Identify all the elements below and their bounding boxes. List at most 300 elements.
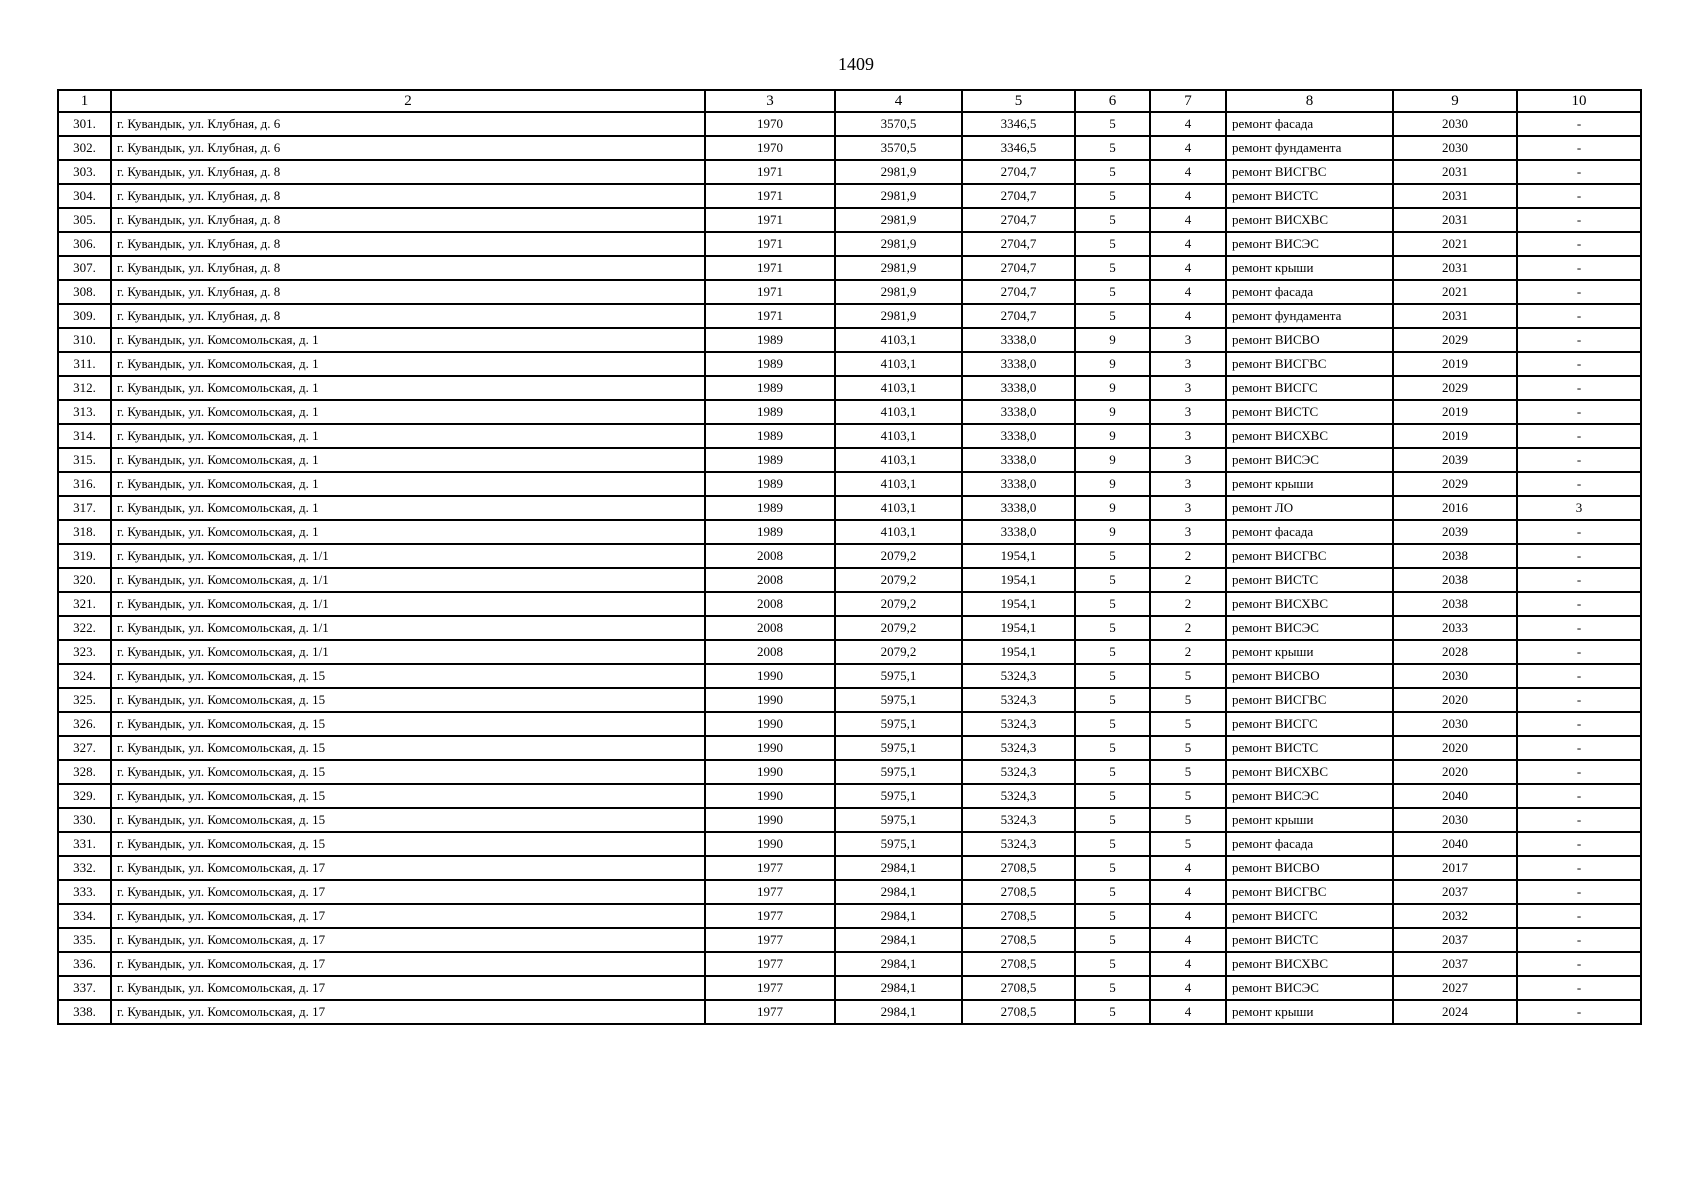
address-cell: г. Кувандык, ул. Комсомольская, д. 1 (111, 496, 705, 520)
table-row (58, 376, 1641, 400)
living-area-cell: 5324,3 (962, 808, 1075, 832)
year-built-cell: 1989 (705, 376, 835, 400)
address-cell: г. Кувандык, ул. Комсомольская, д. 17 (111, 976, 705, 1000)
entrances-cell: 5 (1150, 712, 1226, 736)
entrances-cell: 3 (1150, 424, 1226, 448)
planned-year-cell: 2027 (1393, 976, 1517, 1000)
floors-cell: 5 (1075, 736, 1150, 760)
work-type-cell: ремонт ВИСХВС (1226, 208, 1393, 232)
address-cell: г. Кувандык, ул. Комсомольская, д. 17 (111, 856, 705, 880)
floors-cell: 5 (1075, 568, 1150, 592)
cell-10-cell: - (1517, 712, 1641, 736)
table-row (58, 280, 1641, 304)
row-number-cell: 309. (58, 304, 111, 328)
table-row (58, 856, 1641, 880)
living-area-cell: 5324,3 (962, 736, 1075, 760)
work-type-cell: ремонт ВИСЭС (1226, 976, 1393, 1000)
address-cell: г. Кувандык, ул. Комсомольская, д. 1/1 (111, 616, 705, 640)
floors-cell: 5 (1075, 136, 1150, 160)
row-number-cell: 321. (58, 592, 111, 616)
address-cell: г. Кувандык, ул. Комсомольская, д. 15 (111, 760, 705, 784)
living-area-cell: 3338,0 (962, 472, 1075, 496)
table-row (58, 592, 1641, 616)
table-row (58, 520, 1641, 544)
table-row (58, 784, 1641, 808)
work-type-cell: ремонт ВИСВО (1226, 856, 1393, 880)
address-cell: г. Кувандык, ул. Клубная, д. 8 (111, 304, 705, 328)
year-built-cell: 1989 (705, 520, 835, 544)
floors-cell: 9 (1075, 376, 1150, 400)
address-cell: г. Кувандык, ул. Клубная, д. 8 (111, 208, 705, 232)
entrances-cell: 5 (1150, 808, 1226, 832)
entrances-cell: 4 (1150, 952, 1226, 976)
living-area-cell: 2708,5 (962, 976, 1075, 1000)
work-type-cell: ремонт ВИСТС (1226, 184, 1393, 208)
floors-cell: 5 (1075, 208, 1150, 232)
total-area-cell: 2984,1 (835, 880, 962, 904)
table-row (58, 424, 1641, 448)
year-built-cell: 1989 (705, 448, 835, 472)
year-built-cell: 1970 (705, 112, 835, 136)
column-header-8: 8 (1226, 90, 1393, 112)
entrances-cell: 4 (1150, 160, 1226, 184)
floors-cell: 5 (1075, 808, 1150, 832)
planned-year-cell: 2040 (1393, 832, 1517, 856)
cell-10-cell: - (1517, 952, 1641, 976)
table-row (58, 568, 1641, 592)
total-area-cell: 2079,2 (835, 544, 962, 568)
entrances-cell: 5 (1150, 832, 1226, 856)
entrances-cell: 2 (1150, 640, 1226, 664)
year-built-cell: 1971 (705, 208, 835, 232)
row-number-cell: 318. (58, 520, 111, 544)
planned-year-cell: 2021 (1393, 280, 1517, 304)
planned-year-cell: 2030 (1393, 664, 1517, 688)
year-built-cell: 2008 (705, 592, 835, 616)
living-area-cell: 1954,1 (962, 640, 1075, 664)
table-row (58, 184, 1641, 208)
table-row (58, 496, 1641, 520)
work-type-cell: ремонт фундамента (1226, 304, 1393, 328)
row-number-cell: 322. (58, 616, 111, 640)
year-built-cell: 1990 (705, 832, 835, 856)
living-area-cell: 3338,0 (962, 352, 1075, 376)
work-type-cell: ремонт ВИСГВС (1226, 688, 1393, 712)
living-area-cell: 2704,7 (962, 304, 1075, 328)
planned-year-cell: 2031 (1393, 256, 1517, 280)
planned-year-cell: 2038 (1393, 568, 1517, 592)
row-number-cell: 303. (58, 160, 111, 184)
total-area-cell: 2981,9 (835, 304, 962, 328)
living-area-cell: 2708,5 (962, 880, 1075, 904)
living-area-cell: 3338,0 (962, 496, 1075, 520)
living-area-cell: 3338,0 (962, 328, 1075, 352)
year-built-cell: 1990 (705, 808, 835, 832)
work-type-cell: ремонт ВИСГС (1226, 376, 1393, 400)
repair-schedule-table (57, 89, 1642, 1025)
address-cell: г. Кувандык, ул. Клубная, д. 8 (111, 184, 705, 208)
year-built-cell: 2008 (705, 616, 835, 640)
row-number-cell: 324. (58, 664, 111, 688)
table-row (58, 544, 1641, 568)
work-type-cell: ремонт ВИСХВС (1226, 424, 1393, 448)
column-header-7: 7 (1150, 90, 1226, 112)
work-type-cell: ремонт ВИСТС (1226, 400, 1393, 424)
year-built-cell: 1971 (705, 280, 835, 304)
row-number-cell: 327. (58, 736, 111, 760)
table-row (58, 952, 1641, 976)
cell-10-cell: - (1517, 592, 1641, 616)
year-built-cell: 1977 (705, 928, 835, 952)
work-type-cell: ремонт ВИСТС (1226, 736, 1393, 760)
total-area-cell: 5975,1 (835, 760, 962, 784)
row-number-cell: 338. (58, 1000, 111, 1024)
cell-10-cell: - (1517, 904, 1641, 928)
living-area-cell: 2708,5 (962, 1000, 1075, 1024)
entrances-cell: 3 (1150, 472, 1226, 496)
living-area-cell: 1954,1 (962, 544, 1075, 568)
cell-10-cell: - (1517, 832, 1641, 856)
cell-10-cell: - (1517, 424, 1641, 448)
row-number-cell: 337. (58, 976, 111, 1000)
work-type-cell: ремонт ВИСЭС (1226, 784, 1393, 808)
row-number-cell: 315. (58, 448, 111, 472)
address-cell: г. Кувандык, ул. Комсомольская, д. 17 (111, 1000, 705, 1024)
column-header-6: 6 (1075, 90, 1150, 112)
table-row (58, 712, 1641, 736)
total-area-cell: 5975,1 (835, 736, 962, 760)
table-row (58, 232, 1641, 256)
work-type-cell: ремонт крыши (1226, 256, 1393, 280)
table-row (58, 400, 1641, 424)
table-row (58, 160, 1641, 184)
entrances-cell: 5 (1150, 664, 1226, 688)
total-area-cell: 2079,2 (835, 592, 962, 616)
address-cell: г. Кувандык, ул. Комсомольская, д. 1 (111, 472, 705, 496)
entrances-cell: 4 (1150, 232, 1226, 256)
planned-year-cell: 2031 (1393, 160, 1517, 184)
floors-cell: 5 (1075, 904, 1150, 928)
work-type-cell: ремонт ВИСВО (1226, 664, 1393, 688)
table-row (58, 256, 1641, 280)
living-area-cell: 1954,1 (962, 568, 1075, 592)
row-number-cell: 314. (58, 424, 111, 448)
row-number-cell: 312. (58, 376, 111, 400)
row-number-cell: 325. (58, 688, 111, 712)
address-cell: г. Кувандык, ул. Комсомольская, д. 1 (111, 328, 705, 352)
total-area-cell: 2984,1 (835, 856, 962, 880)
address-cell: г. Кувандык, ул. Комсомольская, д. 1/1 (111, 640, 705, 664)
total-area-cell: 5975,1 (835, 664, 962, 688)
living-area-cell: 3338,0 (962, 400, 1075, 424)
planned-year-cell: 2039 (1393, 520, 1517, 544)
living-area-cell: 5324,3 (962, 688, 1075, 712)
table-row (58, 1000, 1641, 1024)
address-cell: г. Кувандык, ул. Комсомольская, д. 1/1 (111, 592, 705, 616)
floors-cell: 9 (1075, 352, 1150, 376)
cell-10-cell: - (1517, 136, 1641, 160)
work-type-cell: ремонт фундамента (1226, 136, 1393, 160)
year-built-cell: 1971 (705, 160, 835, 184)
cell-10-cell: - (1517, 520, 1641, 544)
address-cell: г. Кувандык, ул. Комсомольская, д. 15 (111, 784, 705, 808)
living-area-cell: 3338,0 (962, 376, 1075, 400)
entrances-cell: 4 (1150, 304, 1226, 328)
address-cell: г. Кувандык, ул. Комсомольская, д. 15 (111, 712, 705, 736)
row-number-cell: 333. (58, 880, 111, 904)
living-area-cell: 5324,3 (962, 664, 1075, 688)
entrances-cell: 3 (1150, 448, 1226, 472)
year-built-cell: 2008 (705, 544, 835, 568)
entrances-cell: 2 (1150, 616, 1226, 640)
year-built-cell: 1977 (705, 1000, 835, 1024)
planned-year-cell: 2030 (1393, 112, 1517, 136)
row-number-cell: 307. (58, 256, 111, 280)
cell-10-cell: - (1517, 784, 1641, 808)
address-cell: г. Кувандык, ул. Комсомольская, д. 15 (111, 736, 705, 760)
row-number-cell: 305. (58, 208, 111, 232)
entrances-cell: 5 (1150, 784, 1226, 808)
cell-10-cell: - (1517, 376, 1641, 400)
address-cell: г. Кувандык, ул. Клубная, д. 6 (111, 112, 705, 136)
entrances-cell: 4 (1150, 208, 1226, 232)
table-row (58, 832, 1641, 856)
floors-cell: 5 (1075, 112, 1150, 136)
table-row (58, 112, 1641, 136)
column-header-10: 10 (1517, 90, 1641, 112)
total-area-cell: 4103,1 (835, 400, 962, 424)
entrances-cell: 4 (1150, 136, 1226, 160)
entrances-cell: 4 (1150, 280, 1226, 304)
planned-year-cell: 2037 (1393, 928, 1517, 952)
floors-cell: 5 (1075, 952, 1150, 976)
planned-year-cell: 2037 (1393, 880, 1517, 904)
entrances-cell: 5 (1150, 736, 1226, 760)
cell-10-cell: - (1517, 184, 1641, 208)
floors-cell: 5 (1075, 976, 1150, 1000)
cell-10-cell: - (1517, 664, 1641, 688)
address-cell: г. Кувандык, ул. Комсомольская, д. 1 (111, 424, 705, 448)
planned-year-cell: 2020 (1393, 760, 1517, 784)
total-area-cell: 5975,1 (835, 832, 962, 856)
row-number-cell: 334. (58, 904, 111, 928)
table-row (58, 904, 1641, 928)
work-type-cell: ремонт ВИСГВС (1226, 544, 1393, 568)
address-cell: г. Кувандык, ул. Клубная, д. 8 (111, 280, 705, 304)
work-type-cell: ремонт ЛО (1226, 496, 1393, 520)
total-area-cell: 5975,1 (835, 808, 962, 832)
total-area-cell: 2981,9 (835, 208, 962, 232)
address-cell: г. Кувандык, ул. Клубная, д. 8 (111, 256, 705, 280)
year-built-cell: 1989 (705, 472, 835, 496)
total-area-cell: 3570,5 (835, 112, 962, 136)
work-type-cell: ремонт ВИСГВС (1226, 160, 1393, 184)
column-header-1: 1 (58, 90, 111, 112)
planned-year-cell: 2032 (1393, 904, 1517, 928)
year-built-cell: 1971 (705, 232, 835, 256)
planned-year-cell: 2030 (1393, 136, 1517, 160)
planned-year-cell: 2029 (1393, 328, 1517, 352)
living-area-cell: 3346,5 (962, 136, 1075, 160)
table-row (58, 664, 1641, 688)
year-built-cell: 1977 (705, 856, 835, 880)
cell-10-cell: - (1517, 400, 1641, 424)
table-row (58, 136, 1641, 160)
planned-year-cell: 2031 (1393, 208, 1517, 232)
table-row (58, 808, 1641, 832)
entrances-cell: 4 (1150, 880, 1226, 904)
column-header-2: 2 (111, 90, 705, 112)
total-area-cell: 2981,9 (835, 160, 962, 184)
floors-cell: 5 (1075, 592, 1150, 616)
cell-10-cell: - (1517, 928, 1641, 952)
address-cell: г. Кувандык, ул. Комсомольская, д. 1 (111, 400, 705, 424)
year-built-cell: 1971 (705, 256, 835, 280)
entrances-cell: 3 (1150, 400, 1226, 424)
row-number-cell: 313. (58, 400, 111, 424)
row-number-cell: 316. (58, 472, 111, 496)
cell-10-cell: - (1517, 808, 1641, 832)
floors-cell: 5 (1075, 928, 1150, 952)
floors-cell: 5 (1075, 688, 1150, 712)
year-built-cell: 1990 (705, 664, 835, 688)
living-area-cell: 5324,3 (962, 712, 1075, 736)
planned-year-cell: 2019 (1393, 400, 1517, 424)
work-type-cell: ремонт ВИСГВС (1226, 880, 1393, 904)
entrances-cell: 4 (1150, 112, 1226, 136)
table-row (58, 472, 1641, 496)
floors-cell: 5 (1075, 232, 1150, 256)
row-number-cell: 331. (58, 832, 111, 856)
floors-cell: 5 (1075, 784, 1150, 808)
entrances-cell: 4 (1150, 976, 1226, 1000)
column-header-4: 4 (835, 90, 962, 112)
cell-10-cell: - (1517, 760, 1641, 784)
planned-year-cell: 2020 (1393, 688, 1517, 712)
address-cell: г. Кувандык, ул. Клубная, д. 6 (111, 136, 705, 160)
floors-cell: 5 (1075, 256, 1150, 280)
total-area-cell: 4103,1 (835, 472, 962, 496)
row-number-cell: 332. (58, 856, 111, 880)
address-cell: г. Кувандык, ул. Комсомольская, д. 17 (111, 952, 705, 976)
living-area-cell: 2704,7 (962, 232, 1075, 256)
entrances-cell: 3 (1150, 352, 1226, 376)
cell-10-cell: - (1517, 160, 1641, 184)
planned-year-cell: 2029 (1393, 376, 1517, 400)
cell-10-cell: 3 (1517, 496, 1641, 520)
address-cell: г. Кувандык, ул. Комсомольская, д. 15 (111, 664, 705, 688)
total-area-cell: 2981,9 (835, 280, 962, 304)
year-built-cell: 1989 (705, 328, 835, 352)
cell-10-cell: - (1517, 736, 1641, 760)
work-type-cell: ремонт крыши (1226, 472, 1393, 496)
planned-year-cell: 2016 (1393, 496, 1517, 520)
column-header-3: 3 (705, 90, 835, 112)
work-type-cell: ремонт ВИСВО (1226, 328, 1393, 352)
total-area-cell: 2984,1 (835, 904, 962, 928)
entrances-cell: 3 (1150, 376, 1226, 400)
total-area-cell: 4103,1 (835, 328, 962, 352)
total-area-cell: 2981,9 (835, 256, 962, 280)
year-built-cell: 1990 (705, 688, 835, 712)
year-built-cell: 1990 (705, 712, 835, 736)
living-area-cell: 2704,7 (962, 208, 1075, 232)
total-area-cell: 2981,9 (835, 184, 962, 208)
address-cell: г. Кувандык, ул. Комсомольская, д. 1 (111, 352, 705, 376)
floors-cell: 5 (1075, 544, 1150, 568)
table-row (58, 328, 1641, 352)
year-built-cell: 2008 (705, 568, 835, 592)
planned-year-cell: 2031 (1393, 184, 1517, 208)
work-type-cell: ремонт крыши (1226, 640, 1393, 664)
total-area-cell: 4103,1 (835, 376, 962, 400)
header-row (58, 90, 1641, 112)
row-number-cell: 336. (58, 952, 111, 976)
planned-year-cell: 2028 (1393, 640, 1517, 664)
total-area-cell: 4103,1 (835, 520, 962, 544)
floors-cell: 9 (1075, 472, 1150, 496)
address-cell: г. Кувандык, ул. Комсомольская, д. 1/1 (111, 568, 705, 592)
floors-cell: 9 (1075, 520, 1150, 544)
total-area-cell: 5975,1 (835, 688, 962, 712)
floors-cell: 9 (1075, 400, 1150, 424)
total-area-cell: 2079,2 (835, 568, 962, 592)
planned-year-cell: 2037 (1393, 952, 1517, 976)
work-type-cell: ремонт фасада (1226, 520, 1393, 544)
address-cell: г. Кувандык, ул. Комсомольская, д. 17 (111, 880, 705, 904)
row-number-cell: 311. (58, 352, 111, 376)
address-cell: г. Кувандык, ул. Комсомольская, д. 17 (111, 928, 705, 952)
column-header-5: 5 (962, 90, 1075, 112)
entrances-cell: 2 (1150, 568, 1226, 592)
living-area-cell: 5324,3 (962, 832, 1075, 856)
table-body (58, 112, 1641, 1024)
entrances-cell: 2 (1150, 592, 1226, 616)
living-area-cell: 3338,0 (962, 448, 1075, 472)
work-type-cell: ремонт ВИСЭС (1226, 616, 1393, 640)
row-number-cell: 319. (58, 544, 111, 568)
address-cell: г. Кувандык, ул. Комсомольская, д. 17 (111, 904, 705, 928)
planned-year-cell: 2031 (1393, 304, 1517, 328)
planned-year-cell: 2030 (1393, 712, 1517, 736)
cell-10-cell: - (1517, 1000, 1641, 1024)
living-area-cell: 2704,7 (962, 184, 1075, 208)
planned-year-cell: 2030 (1393, 808, 1517, 832)
cell-10-cell: - (1517, 688, 1641, 712)
table-row (58, 928, 1641, 952)
work-type-cell: ремонт ВИСГВС (1226, 352, 1393, 376)
total-area-cell: 5975,1 (835, 784, 962, 808)
entrances-cell: 4 (1150, 928, 1226, 952)
cell-10-cell: - (1517, 856, 1641, 880)
table-row (58, 976, 1641, 1000)
total-area-cell: 4103,1 (835, 352, 962, 376)
planned-year-cell: 2040 (1393, 784, 1517, 808)
floors-cell: 5 (1075, 616, 1150, 640)
cell-10-cell: - (1517, 616, 1641, 640)
total-area-cell: 4103,1 (835, 496, 962, 520)
planned-year-cell: 2020 (1393, 736, 1517, 760)
floors-cell: 5 (1075, 304, 1150, 328)
work-type-cell: ремонт ВИСТС (1226, 568, 1393, 592)
floors-cell: 5 (1075, 760, 1150, 784)
living-area-cell: 5324,3 (962, 784, 1075, 808)
year-built-cell: 1989 (705, 496, 835, 520)
work-type-cell: ремонт фасада (1226, 832, 1393, 856)
floors-cell: 5 (1075, 1000, 1150, 1024)
total-area-cell: 2981,9 (835, 232, 962, 256)
total-area-cell: 4103,1 (835, 448, 962, 472)
